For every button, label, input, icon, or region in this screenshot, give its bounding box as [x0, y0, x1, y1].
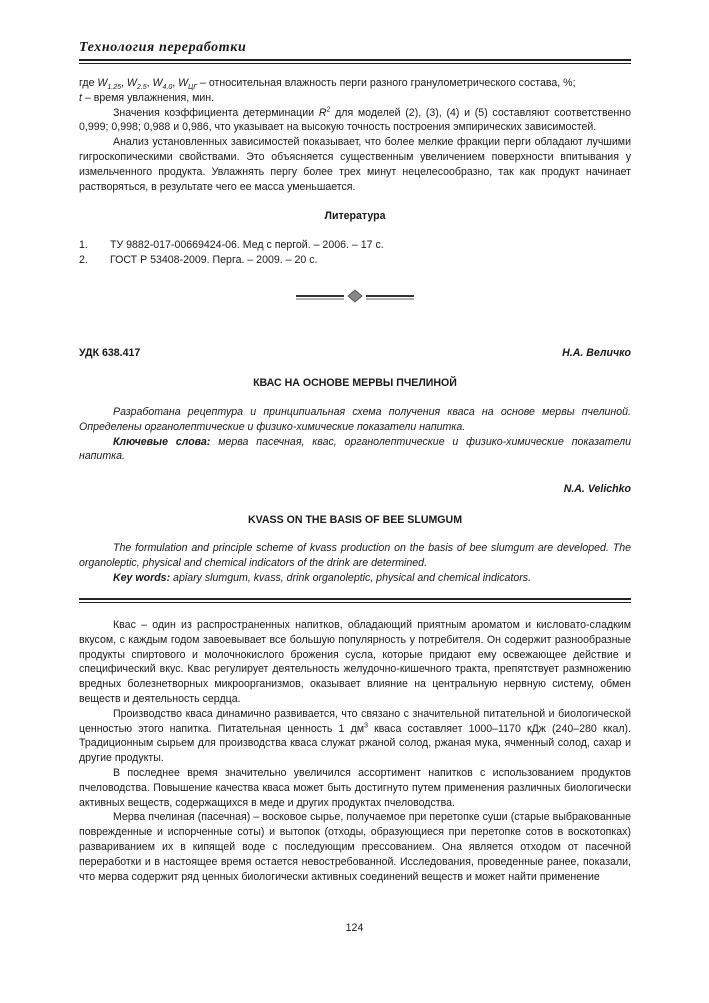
body-paragraph-2: Производство кваса динамично развивается, что связано с значительной питательной и биологической ценностью этого напитка. Питательная ценность 1 $дм^3$ кваса составляет 1000–1170 кДж (240–280 ккал). Традиционным сырьем для производства кваса служат ржаной солод, ржаная мука, ячменный солод, сахар и другие продукты. [79, 707, 632, 765]
body-paragraph-4: Мерва пчелиная (пасечная) – восковое сырье, получаемое при перетопке суши (старые выбракованные поврежденные и испорченные соты) и вытопок (отходы, образующиеся при перетопке сотов в воскотопках) развариванием их в кипящей воде с последующим прессованием. Она является отходом от пасечной переработки и в настоящее время остается невостребованной. Исследования, проведенные ранее, показали, что мерва содержит ряд ценных биологически активных соединений веществ и может найти применение [79, 811, 631, 883]
reference-item: 2. ГОСТ Р 53408-2009. Перга. – 2009. – 20 с. [79, 253, 318, 266]
t-definition: – время увлажнения, мин. [81, 91, 215, 104]
author-ru: Н.А. Величко [562, 347, 631, 359]
body-paragraph-1: Квас – один из распространенных напитков, обладающий приятным ароматом и кисловато-сладким вкусом, с каждым годом завоевывает все большую популярность у потребителя. Он содержит разнообразные продукты спиртового и молочнокислого брожения сусла, которые придают ему освежающее действие и специфический вкус. Квас регулирует деятельность желудочно-кишечного тракта, препятствует размножению вредных болезнетворных микроорганизмов, оказывает влияние на центральную нервную систему, обмен веществ и деятельность сердца. [79, 619, 631, 705]
var-wcg: $W_{ЦГ}$ [178, 77, 198, 92]
abstract-ru [79, 405, 631, 464]
var-t: t [79, 91, 82, 104]
body-paragraph-3: В последнее время значительно увеличился ассортимент напитков с использованием продуктов пчеловодства. Повышение качества кваса может быть достигнуто путем применения различных биологически активных веществ, содержащихся в меде и других продуктах пчеловодства. [79, 766, 631, 809]
abstract-en-text: The formulation and principle scheme of kvass production on the basis of bee slumgum are developed. The organoleptic, physical and chemical indicators of the drink are determined. [79, 542, 631, 569]
abstract-en [79, 541, 631, 585]
abstract-rule-thin [79, 602, 631, 603]
article-title-ru: КВАС НА ОСНОВЕ МЕРВЫ ПЧЕЛИНОЙ [253, 377, 457, 389]
references-list [79, 238, 631, 268]
where-prefix: где [79, 77, 98, 89]
abstract-ru-text: Разработана рецептура и принципиальная схема получения кваса на основе мервы пчелиной. Определены органолептические и физико-химические показатели напитка. [79, 406, 631, 433]
determination-paragraph: Значения коэффициента детерминации $R^2$ для моделей (2), (3), (4) и (5) составляют соответственно 0,999; 0,998; 0,988 и 0,986, что указывает на высокую точность построения эмпирических зависимостей. [79, 106, 631, 134]
previous-article-end [79, 76, 631, 194]
header-rule-thick [79, 59, 631, 61]
abstract-rule-thick [79, 598, 631, 600]
running-head: Технология переработки [79, 40, 247, 55]
references-heading: Литература [324, 210, 386, 222]
keywords-en: Key words: apiary slumgum, kvass, drink organoleptic, physical and chemical indicators. [113, 571, 532, 584]
author-en: N.A. Velichko [563, 483, 631, 495]
section-divider-ornament [296, 289, 414, 303]
var-w25: $W_{2.5}$ [126, 77, 147, 92]
var-w40: $W_{4.0}$ [152, 77, 173, 92]
analysis-paragraph: Анализ установленных зависимостей показывает, что более мелкие фракции перги обладают лучшими гигроскопическими свойствами. Это объясняется существенным увеличением поверхности впитывания у измельченного продукта. Увлажнять пергу более трех минут нецелесообразно, так как продукт начинает растворяться, в результате чего ее масса уменьшается. [79, 136, 631, 193]
page-number: 124 [345, 922, 364, 934]
keywords-ru: Ключевые слова: мерва пасечная, квас, органолептические и физико-химические показатели напитка. [79, 435, 632, 463]
article-body [79, 618, 631, 884]
var-w125: $W_{1.25}$ [97, 77, 122, 92]
variables-definition: где $W_{1.25}$, $W_{2.5}$, $W_{4.0}$, $W_{ЦГ}$ – относительная влажность перги разного гранулометрического состава, %; t – время увлажнения, мин. [79, 77, 576, 104]
header-rule-thin [79, 63, 631, 64]
udk-code: УДК 638.417 [79, 347, 141, 359]
reference-item: 1. ТУ 9882-017-00669424-06. Мед с пергой. – 2006. – 17 с. [79, 239, 384, 251]
where-rest: – относительная влажность перги разного гранулометрического состава, %; [197, 77, 576, 89]
article-title-en: KVASS ON THE BASIS OF BEE SLUMGUM [247, 514, 463, 526]
udk-author-row [79, 347, 631, 359]
